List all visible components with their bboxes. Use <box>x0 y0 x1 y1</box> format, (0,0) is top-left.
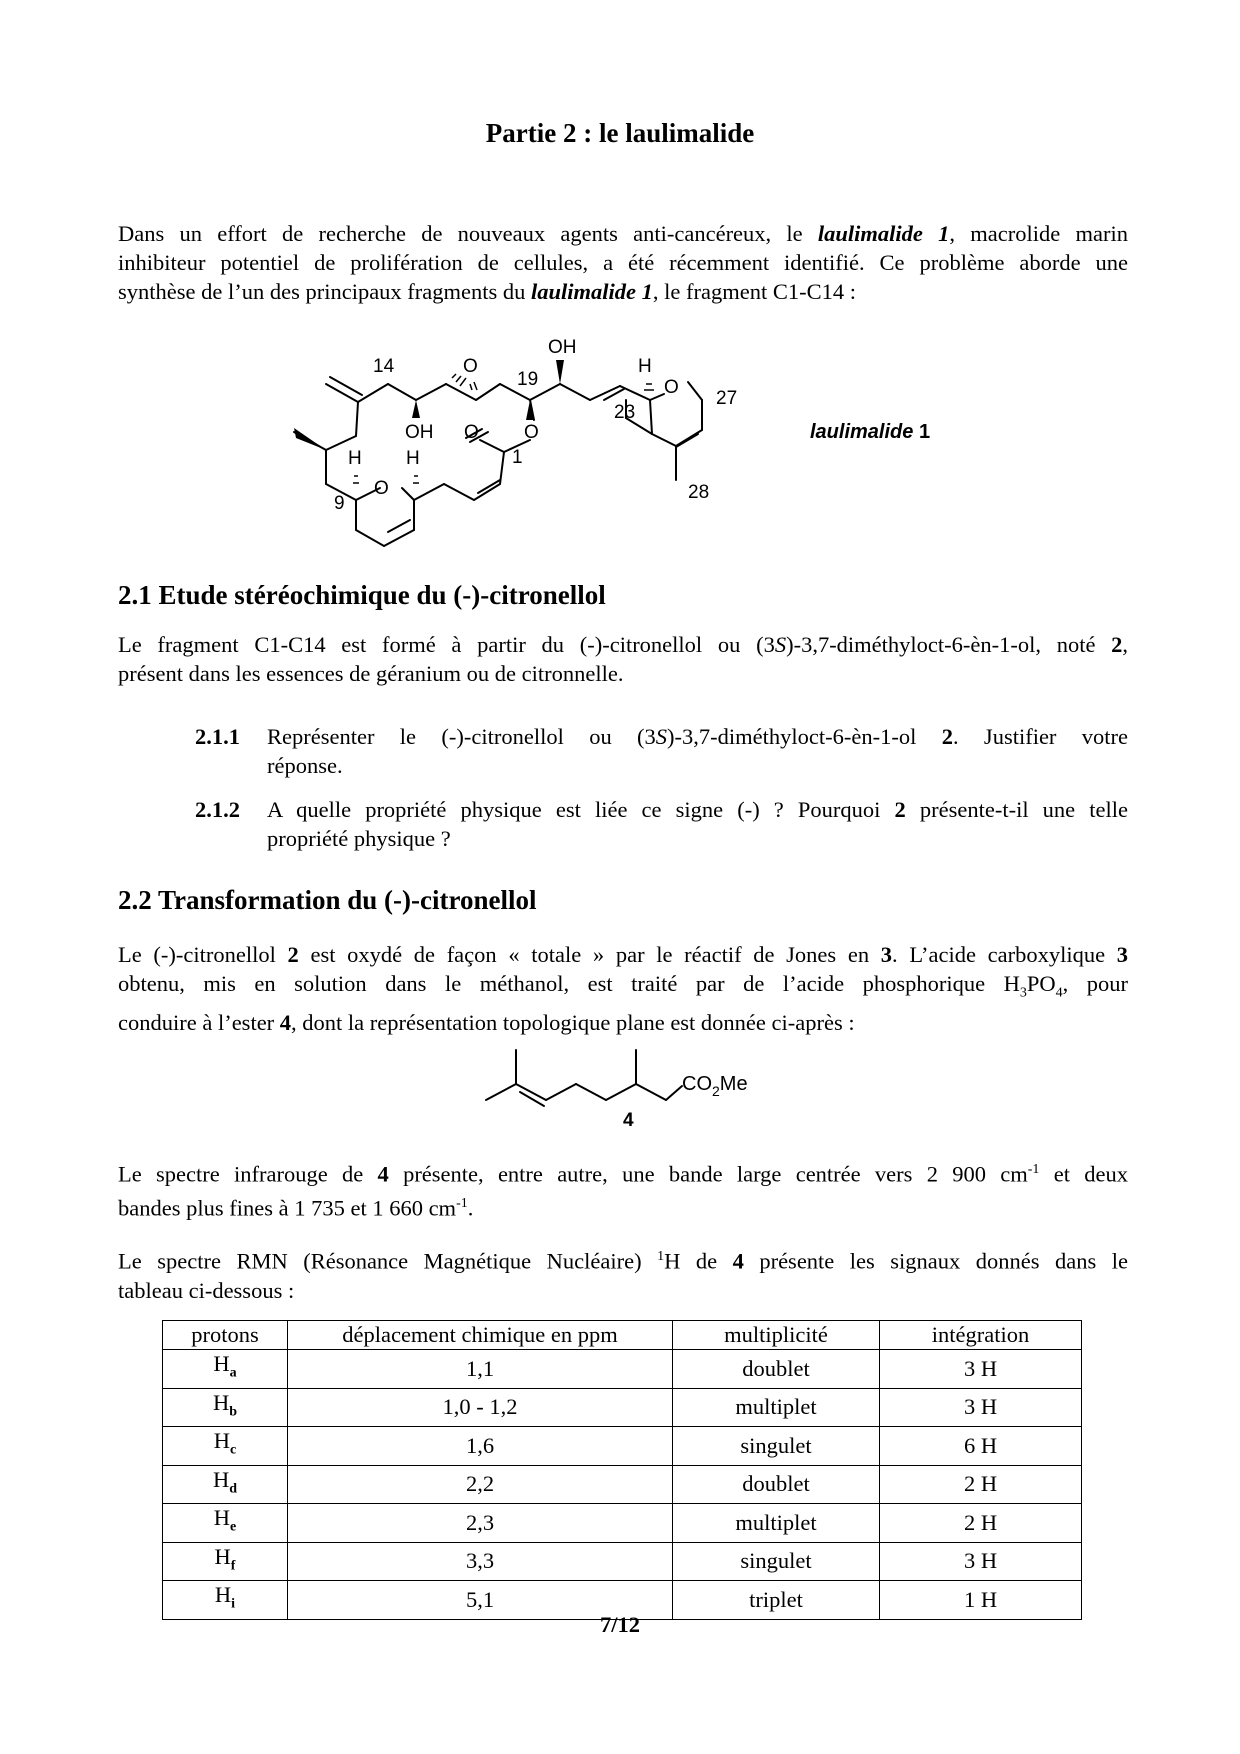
label-o-ring-left: O <box>374 478 389 499</box>
label-23: 23 <box>614 402 636 423</box>
header-integration: intégration <box>880 1321 1082 1350</box>
cell-integration: 3 H <box>880 1542 1082 1581</box>
cell-multiplicity: doublet <box>673 1465 880 1504</box>
label-27: 27 <box>716 388 738 409</box>
label-o-carbonyl: O <box>464 422 479 443</box>
laulimalide-structure <box>0 0 1240 560</box>
cell-integration: 3 H <box>880 1350 1082 1389</box>
cell-proton: $H_i$ <box>163 1581 288 1620</box>
header-shift: déplacement chimique en ppm <box>288 1321 673 1350</box>
label-h-left1: H <box>348 448 362 469</box>
ester-4-structure <box>470 1030 790 1140</box>
laulimalide-caption: laulimalide 1 <box>810 421 931 443</box>
table-header-row <box>163 1321 1082 1350</box>
table-row <box>163 1427 1082 1466</box>
cell-multiplicity: singulet <box>673 1427 880 1466</box>
label-28: 28 <box>688 482 710 503</box>
question-2-1-1: 2.1.1 Représenter le (-)-citronellol ou (3S)-3,7-diméthyloct-6-èn-1-ol 2. Justifier votre réponse. <box>195 724 1129 778</box>
label-o-ring-right: O <box>664 377 679 398</box>
label-19: 19 <box>517 369 539 390</box>
cell-integration: 1 H <box>880 1581 1082 1620</box>
section-2-2-paragraph: Le (-)-citronellol 2 est oxydé de façon « totale » par le réactif de Jones en 3. L’acide carboxylique 3 obtenu, mis en solution dans le méthanol, est traité par de l’acide phosphorique $H_3PO_4$, pour conduire à l’ester 4, dont la représentation topologique plane est donnée ci-après : <box>118 942 1128 1035</box>
cell-integration: 3 H <box>880 1388 1082 1427</box>
cell-proton: $H_c$ <box>163 1427 288 1466</box>
ester-co2me-label: $CO_2Me$ <box>682 1073 748 1099</box>
cell-multiplicity: doublet <box>673 1350 880 1389</box>
ester-number: 4 <box>623 1110 634 1131</box>
oh-wedge-bottom <box>412 400 420 418</box>
oh-wedge-top <box>556 360 564 384</box>
section-2-1-paragraph: Le fragment C1-C14 est formé à partir du (-)-citronellol ou (3S)-3,7-diméthyloct-6-èn-1-ol, noté 2, présent dans les essences de géranium ou de citronnelle. <box>118 632 1129 686</box>
cell-shift: 1,0 - 1,2 <box>288 1388 673 1427</box>
cell-shift: 5,1 <box>288 1581 673 1620</box>
label-o-epoxide: O <box>463 356 478 377</box>
cell-shift: 1,1 <box>288 1350 673 1389</box>
table-row <box>163 1542 1082 1581</box>
cell-multiplicity: multiplet <box>673 1504 880 1543</box>
label-h-right: H <box>638 356 652 377</box>
intro-paragraph: Dans un effort de recherche de nouveaux agents anti-cancéreux, le laulimalide 1, macrolide marin inhibiteur potentiel de prolifération de cellules, a été récemment identifié. Ce problème aborde une synthèse de l’un des principaux fragments du laulimalide 1, le fragment C1-C14 : <box>118 221 1128 304</box>
cell-integration: 2 H <box>880 1504 1082 1543</box>
section-2-2-heading: 2.2 Transformation du (-)-citronellol <box>118 885 537 915</box>
table-row <box>163 1350 1082 1389</box>
cell-proton: $H_d$ <box>163 1465 288 1504</box>
label-h-left2: H <box>406 448 420 469</box>
cell-multiplicity: triplet <box>673 1581 880 1620</box>
label-o-ester: O <box>524 422 539 443</box>
header-multiplicity: multiplicité <box>673 1321 880 1350</box>
label-14: 14 <box>373 356 395 377</box>
cell-integration: 2 H <box>880 1465 1082 1504</box>
nmr-paragraph: Le spectre RMN (Résonance Magnétique Nucléaire) $^1$H de 4 présente les signaux donnés dans le tableau ci-dessous : <box>118 1248 1129 1303</box>
table-row <box>163 1504 1082 1543</box>
cell-proton: $H_b$ <box>163 1388 288 1427</box>
cell-integration: 6 H <box>880 1427 1082 1466</box>
cell-proton: $H_f$ <box>163 1542 288 1581</box>
cell-multiplicity: multiplet <box>673 1388 880 1427</box>
cell-shift: 2,2 <box>288 1465 673 1504</box>
methyl-wedge <box>294 428 326 450</box>
section-2-1-heading: 2.1 Etude stéréochimique du (-)-citronellol <box>118 580 606 610</box>
nmr-table <box>162 1320 1082 1620</box>
cell-shift: 2,3 <box>288 1504 673 1543</box>
cell-proton: $H_a$ <box>163 1350 288 1389</box>
table-row <box>163 1465 1082 1504</box>
cell-proton: $H_e$ <box>163 1504 288 1543</box>
table-row <box>163 1388 1082 1427</box>
header-protons: protons <box>163 1321 288 1350</box>
ir-paragraph: Le spectre infrarouge de 4 présente, entre autre, une bande large centrée vers 2 900 $cm^{-1}$ et deux bandes plus fines à 1 735 et 1 660 $cm^{-1}$. <box>118 1161 1128 1220</box>
label-9: 9 <box>334 493 345 514</box>
page-title: Partie 2 : le laulimalide <box>485 118 755 148</box>
label-oh-bottom: OH <box>405 422 434 443</box>
question-2-1-2: 2.1.2 A quelle propriété physique est liée ce signe (-) ? Pourquoi 2 présente-t-il une telle propriété physique ? <box>195 797 1128 851</box>
cell-shift: 3,3 <box>288 1542 673 1581</box>
page-number: 7/12 <box>599 1612 640 1637</box>
label-oh-top: OH <box>548 337 577 358</box>
label-1: 1 <box>512 447 523 468</box>
cell-multiplicity: singulet <box>673 1542 880 1581</box>
cell-shift: 1,6 <box>288 1427 673 1466</box>
